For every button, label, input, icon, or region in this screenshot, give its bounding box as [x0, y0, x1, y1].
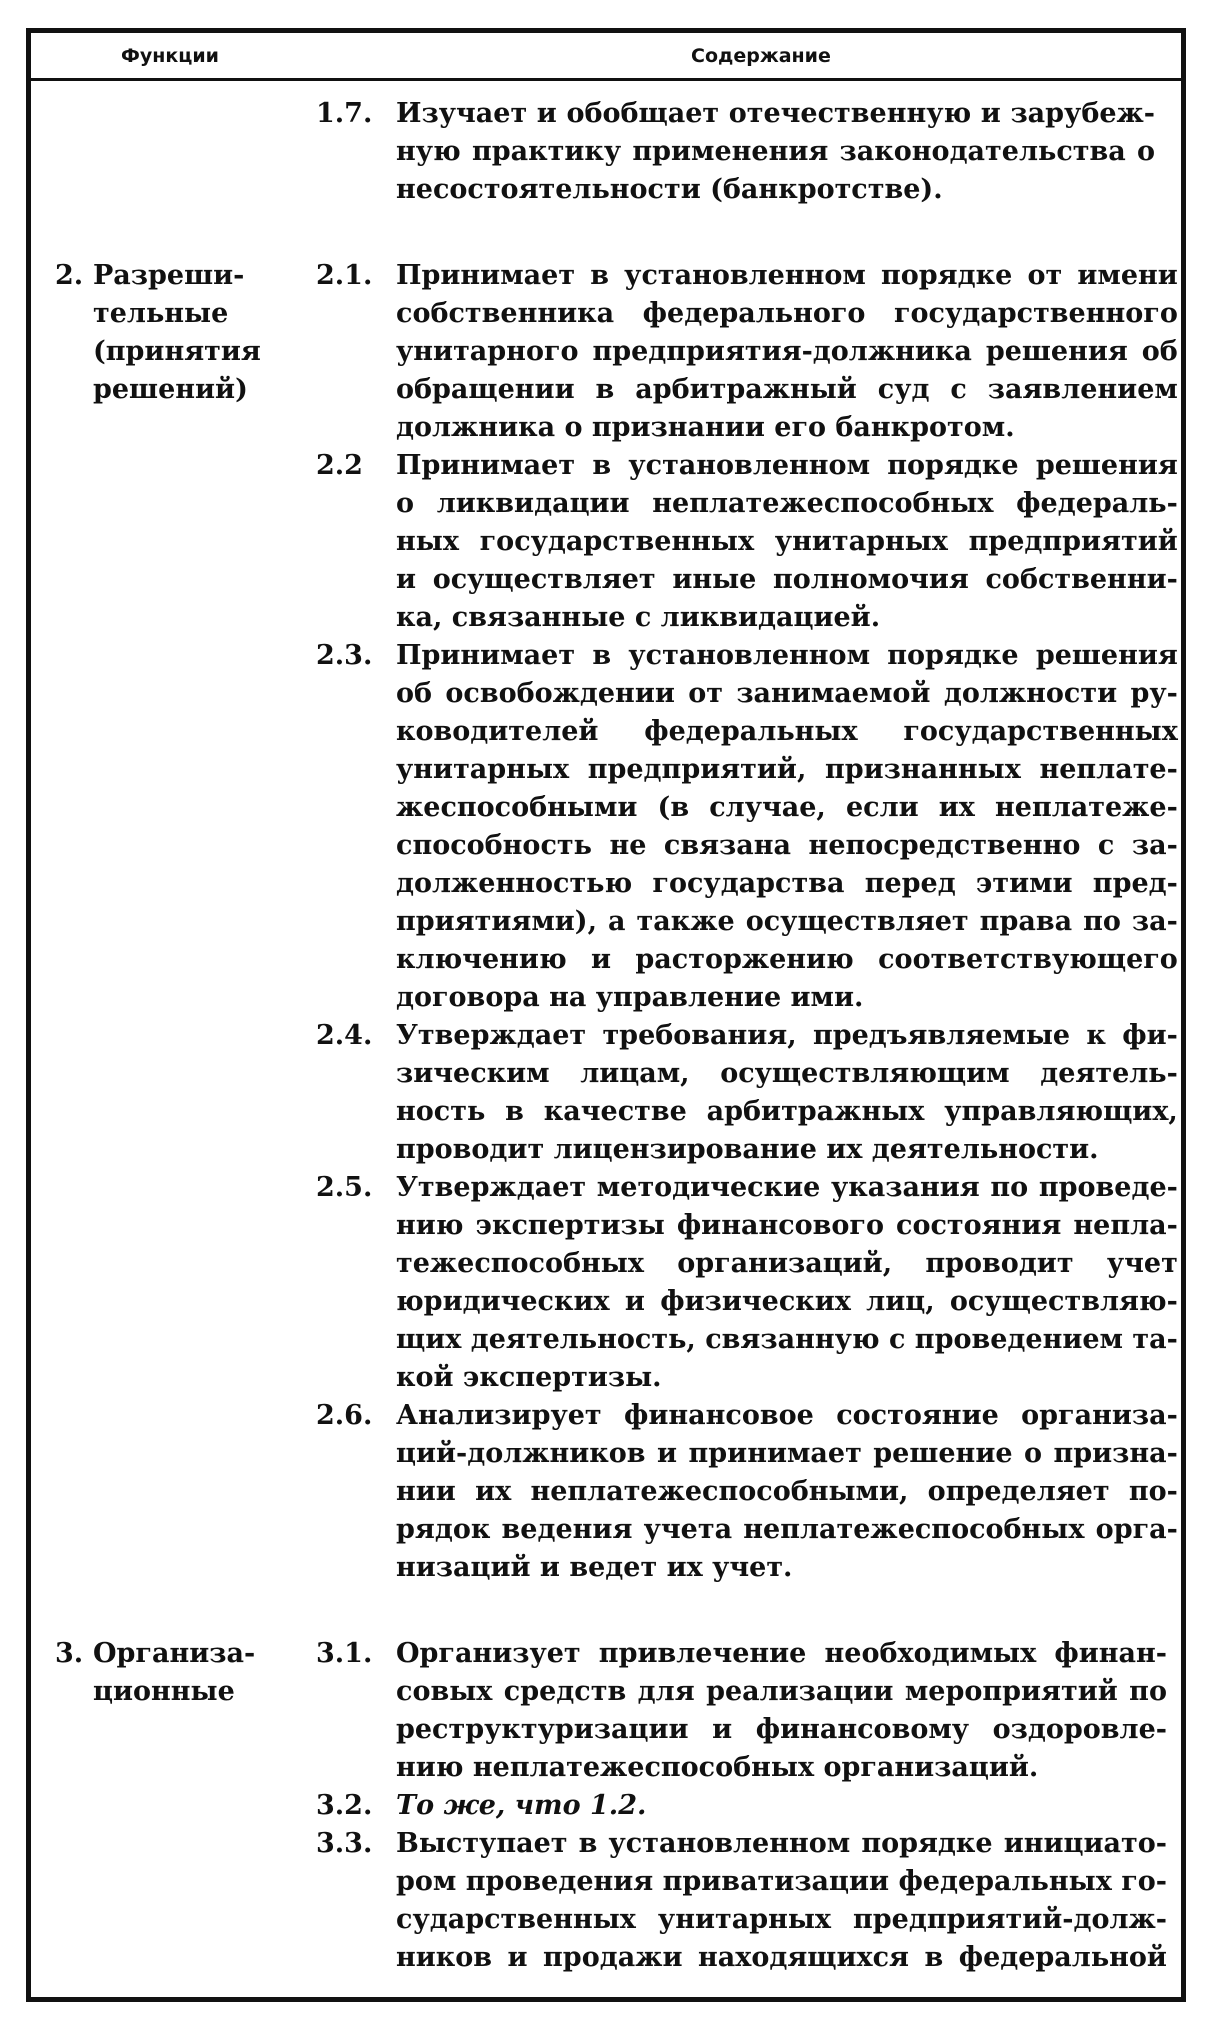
function-label-line: [55, 295, 316, 333]
function-cell: [31, 95, 316, 209]
item-text: [396, 1397, 1178, 1587]
item-text-line: собственника федерального государственного: [396, 298, 1178, 329]
item-text: [396, 1635, 1167, 1787]
table-header: [31, 33, 1181, 81]
item-text-line: То же, что 1.2.: [396, 1790, 647, 1821]
content-cell: [316, 257, 1204, 1587]
item-text-line: Принимает в установленном порядке от имени: [396, 260, 1178, 291]
item-text-line: Принимает в установленном порядке решения: [396, 450, 1178, 481]
item-number: 2.3.: [316, 640, 373, 671]
item-text-line: несостоятельности (банкротстве).: [396, 174, 943, 205]
function-cell: [31, 257, 316, 1587]
item-text-line: нию экспертизы финансового состояния непла-: [396, 1210, 1178, 1241]
function-group: [31, 257, 1181, 1587]
item-text-line: реструктуризации и финансовому оздоровле-: [396, 1714, 1167, 1745]
function-group: [31, 95, 1181, 209]
function-label-text: Организа-: [93, 1638, 256, 1669]
item-text: [396, 95, 1155, 209]
item-text-line: низаций и ведет их учет.: [396, 1552, 793, 1583]
item-text-line: Выступает в установленном порядке инициато-: [396, 1828, 1167, 1859]
function-label-line: [55, 371, 316, 409]
item-text-line: долженностью государства перед этими пред-: [396, 868, 1178, 899]
item-number: 2.1.: [316, 260, 373, 291]
item-text-line: ключению и расторжению соответствующего: [396, 944, 1178, 975]
item-text: [396, 1017, 1178, 1169]
item-text-line: Принимает в установленном порядке решения: [396, 640, 1178, 671]
item-text-line: ций-должников и принимает решение о призна-: [396, 1438, 1178, 1469]
item-text-line: о ликвидации неплатежеспособных федераль-: [396, 488, 1178, 519]
content-item: [316, 1017, 1178, 1169]
item-text-line: рядок ведения учета неплатежеспособных орга-: [396, 1514, 1178, 1545]
function-label-line: [55, 1635, 316, 1673]
item-text-line: унитарных предприятий, признанных неплате-: [396, 754, 1178, 785]
content-item: [316, 1825, 1167, 1977]
table-frame: [26, 28, 1186, 2002]
item-text: [396, 1169, 1178, 1397]
item-text-line: обращении в арбитражный суд с заявлением: [396, 374, 1178, 405]
content-item: [316, 1169, 1178, 1397]
item-text-line: сударственных унитарных предприятий-долж-: [396, 1904, 1167, 1935]
content-cell: [316, 1635, 1193, 1977]
item-text-line: Изучает и обобщает отечественную и зарубеж-: [396, 98, 1155, 129]
item-text-line: и осуществляет иные полномочия собственни-: [396, 564, 1178, 595]
item-text-line: совых средств для реализации мероприятий по: [396, 1676, 1167, 1707]
item-number: 3.2.: [316, 1790, 373, 1821]
item-text-line: юридических и физических лиц, осуществляю-: [396, 1286, 1178, 1317]
item-text-line: ную практику применения законодательства о: [396, 136, 1155, 167]
function-label-text: Разреши-: [93, 260, 245, 291]
item-text-line: ных государственных унитарных предприятий: [396, 526, 1178, 557]
item-number: 1.7.: [316, 98, 373, 129]
content-item: [316, 95, 1155, 209]
item-text-line: ность в качестве арбитражных управляющих,: [396, 1096, 1178, 1127]
function-label-line: [55, 1673, 316, 1711]
item-text-line: жеспособными (в случае, если их неплатеже-: [396, 792, 1178, 823]
function-label-text: решений): [93, 374, 248, 405]
item-number: 2.5.: [316, 1172, 373, 1203]
item-text-line: нию неплатежеспособных организаций.: [396, 1752, 1039, 1783]
function-label-line: [55, 257, 316, 295]
function-cell: [31, 1635, 316, 1977]
item-number: 3.1.: [316, 1638, 373, 1669]
content-item: [316, 257, 1178, 447]
item-text-line: проводит лицензирование их деятельности.: [396, 1134, 1099, 1165]
item-text-line: Анализирует финансовое состояние организа-: [396, 1400, 1178, 1431]
function-number: 3.: [55, 1638, 84, 1669]
function-label-text: ционные: [93, 1676, 235, 1707]
item-number: 2.6.: [316, 1400, 373, 1431]
item-text-line: Организует привлечение необходимых финан-: [396, 1638, 1167, 1669]
item-text: [396, 1787, 1167, 1825]
item-text-line: договора на управление ими.: [396, 982, 864, 1013]
header-functions: Функции: [121, 45, 219, 67]
function-group: [31, 1635, 1181, 1977]
function-label-text: (принятия: [93, 336, 261, 367]
item-text-line: тежеспособных организаций, проводит учет: [396, 1248, 1178, 1279]
function-label-line: [55, 333, 316, 371]
table-body: [31, 95, 1181, 2025]
item-number: 2.4.: [316, 1020, 373, 1051]
item-text-line: Утверждает методические указания по проведе-: [396, 1172, 1178, 1203]
item-text-line: ководителей федеральных государственных: [396, 716, 1178, 747]
content-item: [316, 637, 1178, 1017]
item-text: [396, 257, 1178, 447]
item-text-line: щих деятельность, связанную с проведением та-: [396, 1324, 1178, 1355]
function-number: 2.: [55, 260, 84, 291]
item-number: 2.2: [316, 450, 363, 481]
item-text-line: приятиями), а также осуществляет права по за-: [396, 906, 1178, 937]
item-text: [396, 637, 1178, 1017]
content-item: [316, 447, 1178, 637]
content-item: [316, 1787, 1167, 1825]
item-text: [396, 1825, 1167, 1977]
header-content: Содержание: [691, 45, 831, 67]
content-cell: [316, 95, 1181, 209]
item-text-line: способность не связана непосредственно с за-: [396, 830, 1178, 861]
item-text-line: должника о признании его банкротом.: [396, 412, 1015, 443]
item-number: 3.3.: [316, 1828, 373, 1859]
item-text-line: кой экспертизы.: [396, 1362, 662, 1393]
item-text-line: ников и продажи находящихся в федеральной: [396, 1942, 1167, 1973]
item-text-line: ром проведения приватизации федеральных го-: [396, 1866, 1167, 1897]
item-text-line: ка, связанные с ликвидацией.: [396, 602, 881, 633]
item-text-line: зическим лицам, осуществляющим деятель-: [396, 1058, 1178, 1089]
item-text-line: об освобождении от занимаемой должности ру-: [396, 678, 1178, 709]
content-item: [316, 1397, 1178, 1587]
item-text-line: нии их неплатежеспособными, определяет по-: [396, 1476, 1178, 1507]
function-label-text: тельные: [93, 298, 229, 329]
item-text: [396, 447, 1178, 637]
item-text-line: Утверждает требования, предъявляемые к фи-: [396, 1020, 1178, 1051]
item-text-line: унитарного предприятия-должника решения об: [396, 336, 1178, 367]
content-item: [316, 1635, 1167, 1787]
